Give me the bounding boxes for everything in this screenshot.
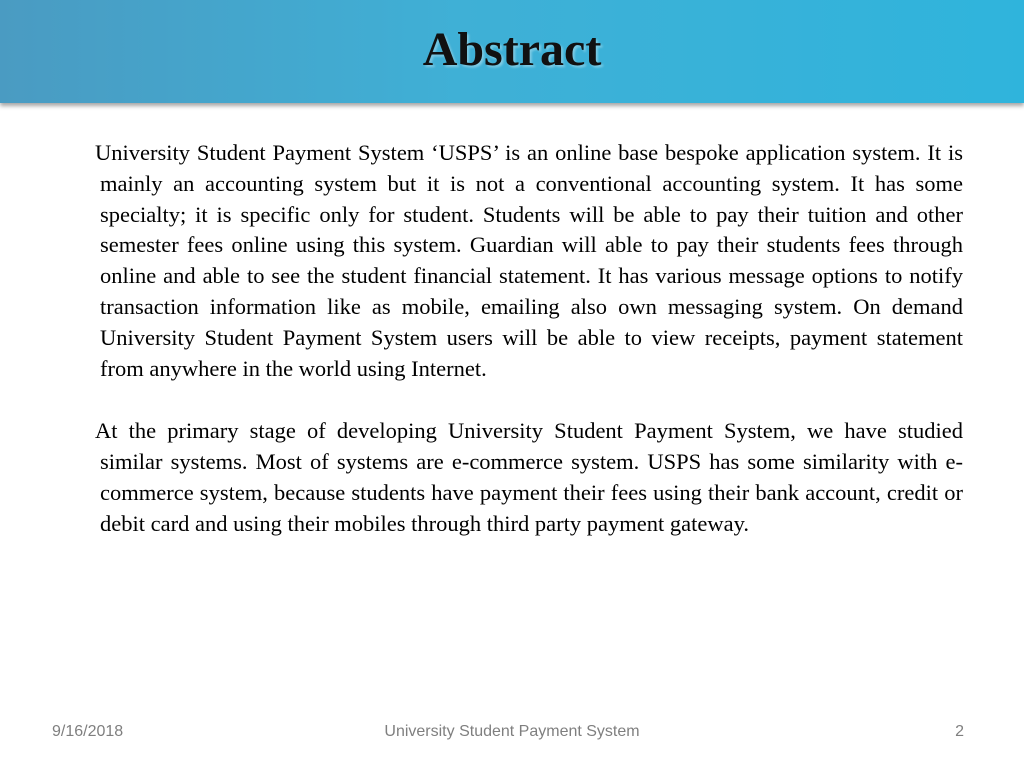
slide-body — [95, 138, 963, 540]
paragraph-1: University Student Payment System ‘USPS’ is an online base bespoke application system. It is mainly an accounting system but it is not a conventional accounting system. It has some specialty; it is specific only for student. Students will be able to pay their tuition and other semester fees online using this system. Guardian will able to pay their students fees through online and able to see the student financial statement. It has various message options to notify transaction information like as mobile, emailing also own messaging system. On demand University Student Payment System users will be able to view receipts, payment statement from anywhere in the world using Internet. — [95, 140, 963, 381]
paragraph-2: At the primary stage of developing University Student Payment System, we have studied similar systems. Most of systems are e-commerce system. USPS has some similarity with e-commerce system, because students have payment their fees using their bank account, credit or debit card and using their mobiles through third party payment gateway. — [95, 418, 963, 536]
footer-title: University Student Payment System — [384, 723, 640, 740]
footer-page-number: 2 — [955, 723, 964, 740]
slide-title: Abstract — [422, 23, 602, 76]
footer-date: 9/16/2018 — [52, 723, 124, 740]
